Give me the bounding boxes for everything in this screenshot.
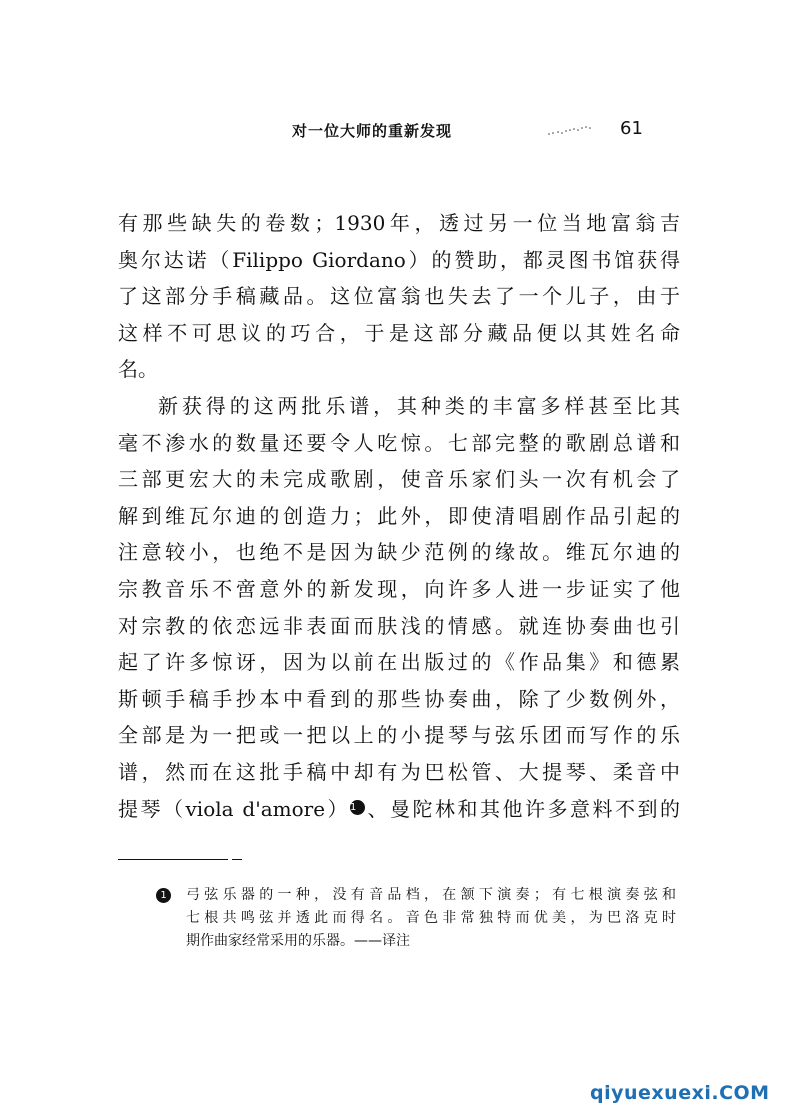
footnote-divider [118,859,228,860]
body-line: 斯顿手稿手抄本中看到的那些协奏曲，除了少数例外， [118,686,680,711]
footnote-reference-marker[interactable]: 1 [350,800,365,815]
body-text [118,205,680,827]
body-line: 三部更宏大的未完成歌剧，使音乐家们头一次有机会了 [118,467,680,492]
body-line: 解到维瓦尔迪的创造力；此外，即使清唱剧作品引起的 [118,503,680,528]
body-line: 对宗教的依恋远非表面而肤浅的情感。就连协奏曲也引 [118,613,680,638]
body-line-with-footnote-ref [118,791,680,828]
body-line-text: 、曼陀林和其他许多意料不到的 [365,796,680,821]
page-number: 61 [620,118,643,139]
body-line: 全部是为一把或一把以上的小提琴与弦乐团而写作的乐 [118,723,680,748]
body-line: 宗教音乐不啻意外的新发现，向许多人进一步证实了他 [118,576,680,601]
body-line: 名。 [118,357,158,382]
footnote-text [186,884,676,953]
body-line: 注意较小，也绝不是因为缺少范例的缘故。维瓦尔迪的 [118,540,680,565]
body-line: 有那些缺失的卷数；1930年，透过另一位当地富翁吉 [118,211,680,235]
decorative-dots [547,124,593,138]
body-line: 毫不渗水的数量还要令人吃惊。七部完整的歌剧总谱和 [118,430,680,455]
body-line: 谱，然而在这批手稿中却有为巴松管、大提琴、柔音中 [118,759,680,784]
body-line: 起了许多惊讶，因为以前在出版过的《作品集》和德累 [118,650,680,675]
body-line: 奥尔达诺（Filippo Giordano）的赞助，都灵图书馆获得 [118,247,680,272]
footnote-line: 期作曲家经常采用的乐器。——译注 [186,933,410,949]
body-line: 这样不可思议的巧合，于是这部分藏品便以其姓名命 [118,320,680,345]
site-watermark: qiyuexuexi.COM [590,1082,770,1104]
footnote-line: 七根共鸣弦并透此而得名。音色非常独特而优美，为巴洛克时 [186,910,676,926]
footnote-divider-tail [232,859,242,860]
body-line-text: 提琴（viola d'amore） [118,796,351,821]
footnote-line: 弓弦乐器的一种，没有音品档，在颔下演奏；有七根演奏弦和 [186,887,676,903]
footnote-marker: 1 [156,888,171,903]
body-line: 了这部分手稿藏品。这位富翁也失去了一个儿子，由于 [118,284,680,309]
running-head: 对一位大师的重新发现 [292,122,453,140]
body-line: 新获得的这两批乐谱，其种类的丰富多样甚至比其 [158,393,680,418]
